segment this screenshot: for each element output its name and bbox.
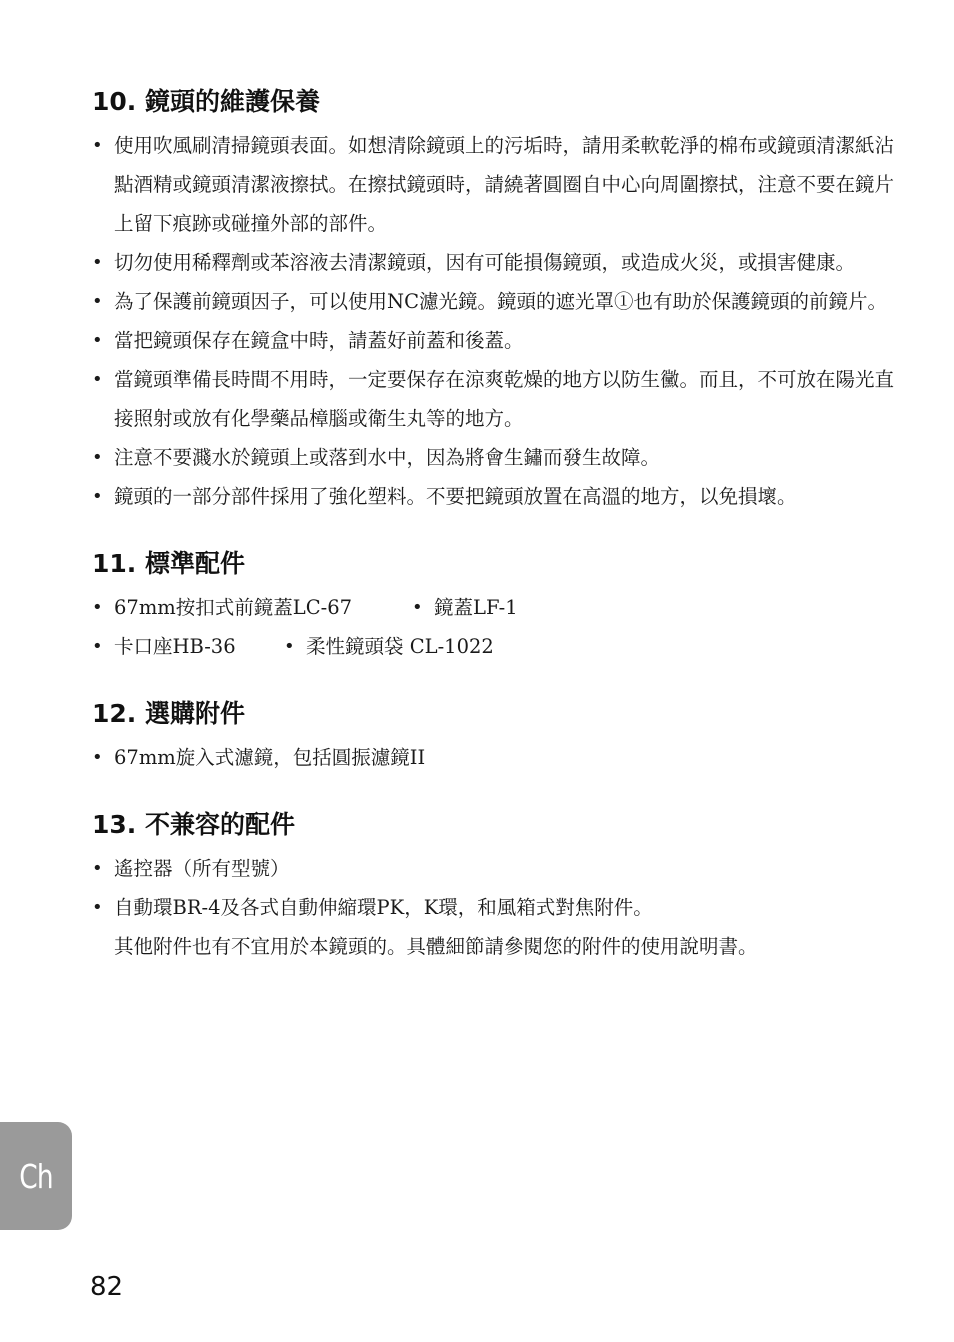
list-item-text: 為了保護前鏡頭因子，可以使用NC濾光鏡。鏡頭的遮光罩①也有助於保護鏡頭的前鏡片。 [114, 290, 887, 313]
accessory-item [92, 627, 284, 666]
accessory-item [92, 588, 412, 627]
list-item [92, 321, 904, 360]
bullet-icon: • [284, 636, 295, 657]
bullet-icon: • [92, 135, 103, 156]
list-item-text: 遙控器（所有型號） [114, 857, 290, 880]
list-item-text: 鏡頭的一部分部件採用了強化塑料。不要把鏡頭放置在高溫的地方，以免損壞。 [114, 485, 797, 508]
bullet-list [92, 738, 904, 777]
list-item-text: 使用吹風刷清掃鏡頭表面。如想清除鏡頭上的污垢時，請用柔軟乾淨的棉布或鏡頭清潔紙沾點酒精或鏡頭清潔液擦拭。在擦拭鏡頭時，請繞著圓圈自中心向周圍擦拭，注意不要在鏡片上留下痕跡或碰撞外部的部件。 [114, 134, 895, 235]
accessory-text: 卡口座HB-36 [114, 635, 236, 658]
note-text: 其他附件也有不宜用於本鏡頭的。具體細節請參閱您的附件的使用說明書。 [114, 935, 758, 958]
language-tab [0, 1122, 72, 1230]
list-item [92, 126, 904, 243]
list-item [92, 888, 904, 927]
accessory-row [92, 627, 904, 666]
section-heading: 12. 選購附件 [92, 699, 245, 728]
bullet-icon: • [92, 252, 103, 273]
section-standard-accessories [92, 546, 904, 666]
bullet-icon: • [92, 447, 103, 468]
list-item-text: 注意不要濺水於鏡頭上或落到水中，因為將會生鏽而發生故障。 [114, 446, 661, 469]
bullet-icon: • [92, 291, 103, 312]
list-item-row [92, 588, 904, 627]
list-item-text: 當鏡頭準備長時間不用時，一定要保存在涼爽乾燥的地方以防生黴。而且，不可放在陽光直接照射或放有化學藥品樟腦或衛生丸等的地方。 [114, 368, 895, 430]
accessory-text: 67mm按扣式前鏡蓋LC-67 [114, 596, 353, 619]
bullet-icon: • [92, 636, 103, 657]
list-item [92, 849, 904, 888]
accessory-item [284, 627, 494, 666]
list-item-text: 67mm旋入式濾鏡，包括圓振濾鏡II [114, 746, 426, 769]
list-item-text: 自動環BR-4及各式自動伸縮環PK，K環，和風箱式對焦附件。 [114, 896, 653, 919]
bullet-list [92, 588, 904, 666]
bullet-list [92, 126, 904, 516]
bullet-icon: • [92, 330, 103, 351]
list-item [92, 243, 904, 282]
page-content [92, 84, 904, 966]
bullet-icon: • [412, 597, 423, 618]
accessory-item [412, 588, 518, 627]
list-item [92, 738, 904, 777]
accessory-text: 柔性鏡頭袋 CL-1022 [306, 635, 494, 658]
accessory-row [92, 588, 904, 627]
section-heading: 13. 不兼容的配件 [92, 810, 295, 839]
section-optional-accessories [92, 696, 904, 777]
bullet-icon: • [92, 369, 103, 390]
section-heading: 11. 標準配件 [92, 549, 245, 578]
bullet-icon: • [92, 486, 103, 507]
language-tab-label: Ch [19, 1156, 53, 1196]
list-item [92, 360, 904, 438]
section-heading: 10. 鏡頭的維護保養 [92, 87, 320, 116]
list-item [92, 477, 904, 516]
list-item-text: 當把鏡頭保存在鏡盒中時，請蓋好前蓋和後蓋。 [114, 329, 524, 352]
list-item-row [92, 627, 904, 666]
section-incompatible-accessories [92, 807, 904, 966]
section-maintenance [92, 84, 904, 516]
bullet-icon: • [92, 597, 103, 618]
accessory-text: 鏡蓋LF-1 [434, 596, 518, 619]
bullet-icon: • [92, 858, 103, 879]
list-item [92, 282, 904, 321]
list-item [92, 438, 904, 477]
bullet-list [92, 849, 904, 927]
list-item-text: 切勿使用稀釋劑或苯溶液去清潔鏡頭，因有可能損傷鏡頭，或造成火災，或損害健康。 [114, 251, 856, 274]
bullet-icon: • [92, 897, 103, 918]
page-number: 82 [90, 1272, 124, 1302]
bullet-icon: • [92, 747, 103, 768]
